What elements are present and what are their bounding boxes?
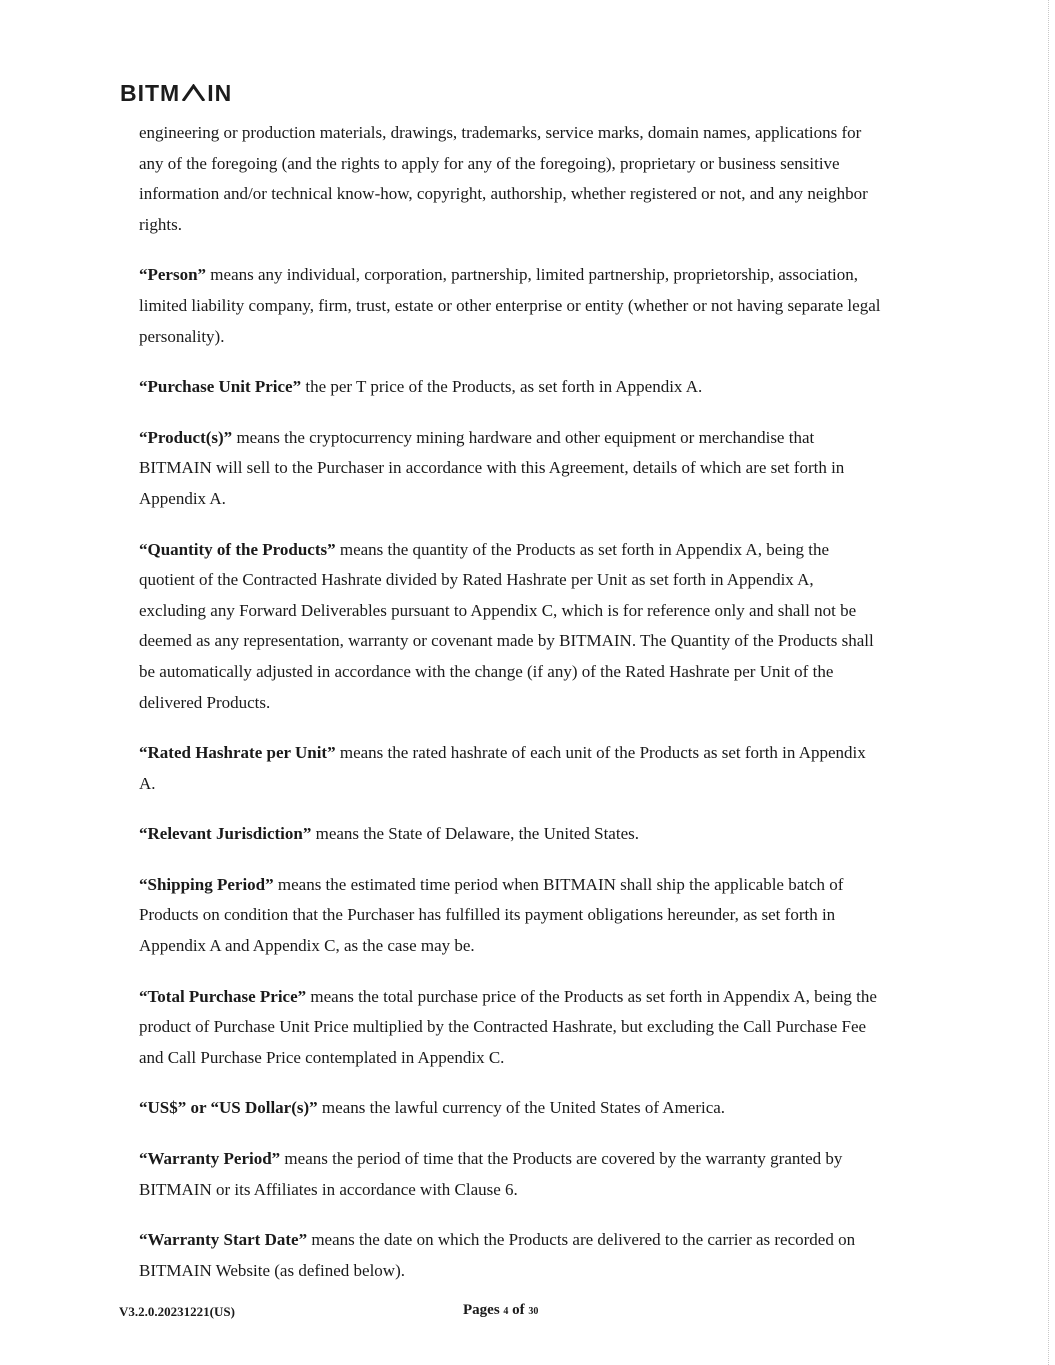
definition-purchase-unit-price — [139, 372, 884, 403]
total-pages: 30 — [528, 1306, 539, 1317]
definition-term: “Person” — [139, 265, 207, 285]
definition-text: means the estimated time period when BITMAIN shall ship the applicable batch of Products on condition that the Purchaser has fulfilled its payment obligations hereunder, as set forth in Appendix A and Appendix C, as the case may be. — [139, 874, 844, 956]
definition-term: “Purchase Unit Price” — [139, 377, 302, 397]
definition-relevant-jurisdiction — [139, 819, 884, 850]
definition-text: means the total purchase price of the Products as set forth in Appendix A, being the product of Purchase Unit Price multiplied by the Contracted Hashrate, but excluding the Call Purchase Fee and Call Purchase Price contemplated in Appendix C. — [139, 986, 877, 1067]
definition-rated-hashrate — [139, 738, 884, 799]
definition-term: “Warranty Period” — [139, 1149, 281, 1169]
definition-text: means the quantity of the Products as set forth in Appendix A, being the quotient of the Contracted Hashrate divided by Rated Hashrate per Unit as set forth in Appendix A, excluding any Forward Deliverables pursuant to Appendix C, which is for reference only and shall not be deemed as any representation, warranty or covenant made by BITMAIN. The Quantity of the Products shall be automatically adjusted in accordance with the change (if any) of the Rated Hashrate per Unit of the delivered Products. — [139, 539, 874, 712]
definition-term: “US$” or “US Dollar(s)” — [139, 1098, 318, 1118]
pages-label: Pages — [463, 1302, 500, 1318]
bitmain-logo: BITM IN — [120, 80, 233, 106]
definition-text: means the period of time that the Products are covered by the warranty granted by BITMAIN or its Affiliates in accordance with Clause 6. — [139, 1149, 843, 1199]
definition-warranty-start-date — [139, 1225, 884, 1286]
definition-text: means the lawful currency of the United States of America. — [317, 1098, 726, 1118]
definition-term: “Shipping Period” — [139, 874, 274, 894]
definition-text: means the date on which the Products are delivered to the carrier as recorded on BITMAIN Website (as defined below). — [139, 1230, 856, 1280]
definition-term: “Total Purchase Price” — [139, 986, 307, 1006]
definition-term: “Product(s)” — [139, 427, 233, 447]
version-label: V3.2.0.20231221(US) — [119, 1304, 235, 1319]
definition-products — [139, 423, 884, 515]
definition-text: means any individual, corporation, partnership, limited partnership, proprietorship, association, limited liability company, firm, trust, estate or other enterprise or entity (whether or not having separate legal personality). — [139, 265, 881, 346]
logo-a-glyph — [181, 84, 206, 101]
definition-term: “Quantity of the Products” — [139, 539, 336, 559]
definition-text: the per T price of the Products, as set forth in Appendix A. — [301, 377, 703, 397]
definition-person — [139, 260, 884, 352]
document-body — [139, 118, 884, 1306]
definition-shipping-period — [139, 870, 884, 962]
definition-warranty-period — [139, 1144, 884, 1205]
definition-quantity-of-products — [139, 535, 884, 719]
definition-term: “Rated Hashrate per Unit” — [139, 743, 336, 763]
definition-term: “Warranty Start Date” — [139, 1230, 308, 1250]
definition-term: “Relevant Jurisdiction” — [139, 824, 312, 844]
of-label: of — [512, 1302, 525, 1318]
page-edge — [1047, 0, 1049, 1365]
intro-paragraph: engineering or production materials, drawings, trademarks, service marks, domain names, applications for any of the foregoing (and the rights to apply for any of the foregoing), proprietary or business sensitive information and/or technical know-how, copyright, authorship, whether registered or not, and any neighbor rights. — [139, 123, 868, 234]
definition-text: means the rated hashrate of each unit of the Products as set forth in Appendix A. — [139, 743, 866, 793]
page-indicator — [463, 1302, 538, 1319]
page-number: 4 — [503, 1306, 509, 1317]
definition-total-purchase-price — [139, 982, 884, 1074]
definition-text: means the cryptocurrency mining hardware and other equipment or merchandise that BITMAIN will sell to the Purchaser in accordance with this Agreement, details of which are set forth in Appendix A. — [139, 427, 845, 508]
definition-text: means the State of Delaware, the United States. — [311, 824, 639, 844]
definition-us-dollar — [139, 1093, 884, 1124]
